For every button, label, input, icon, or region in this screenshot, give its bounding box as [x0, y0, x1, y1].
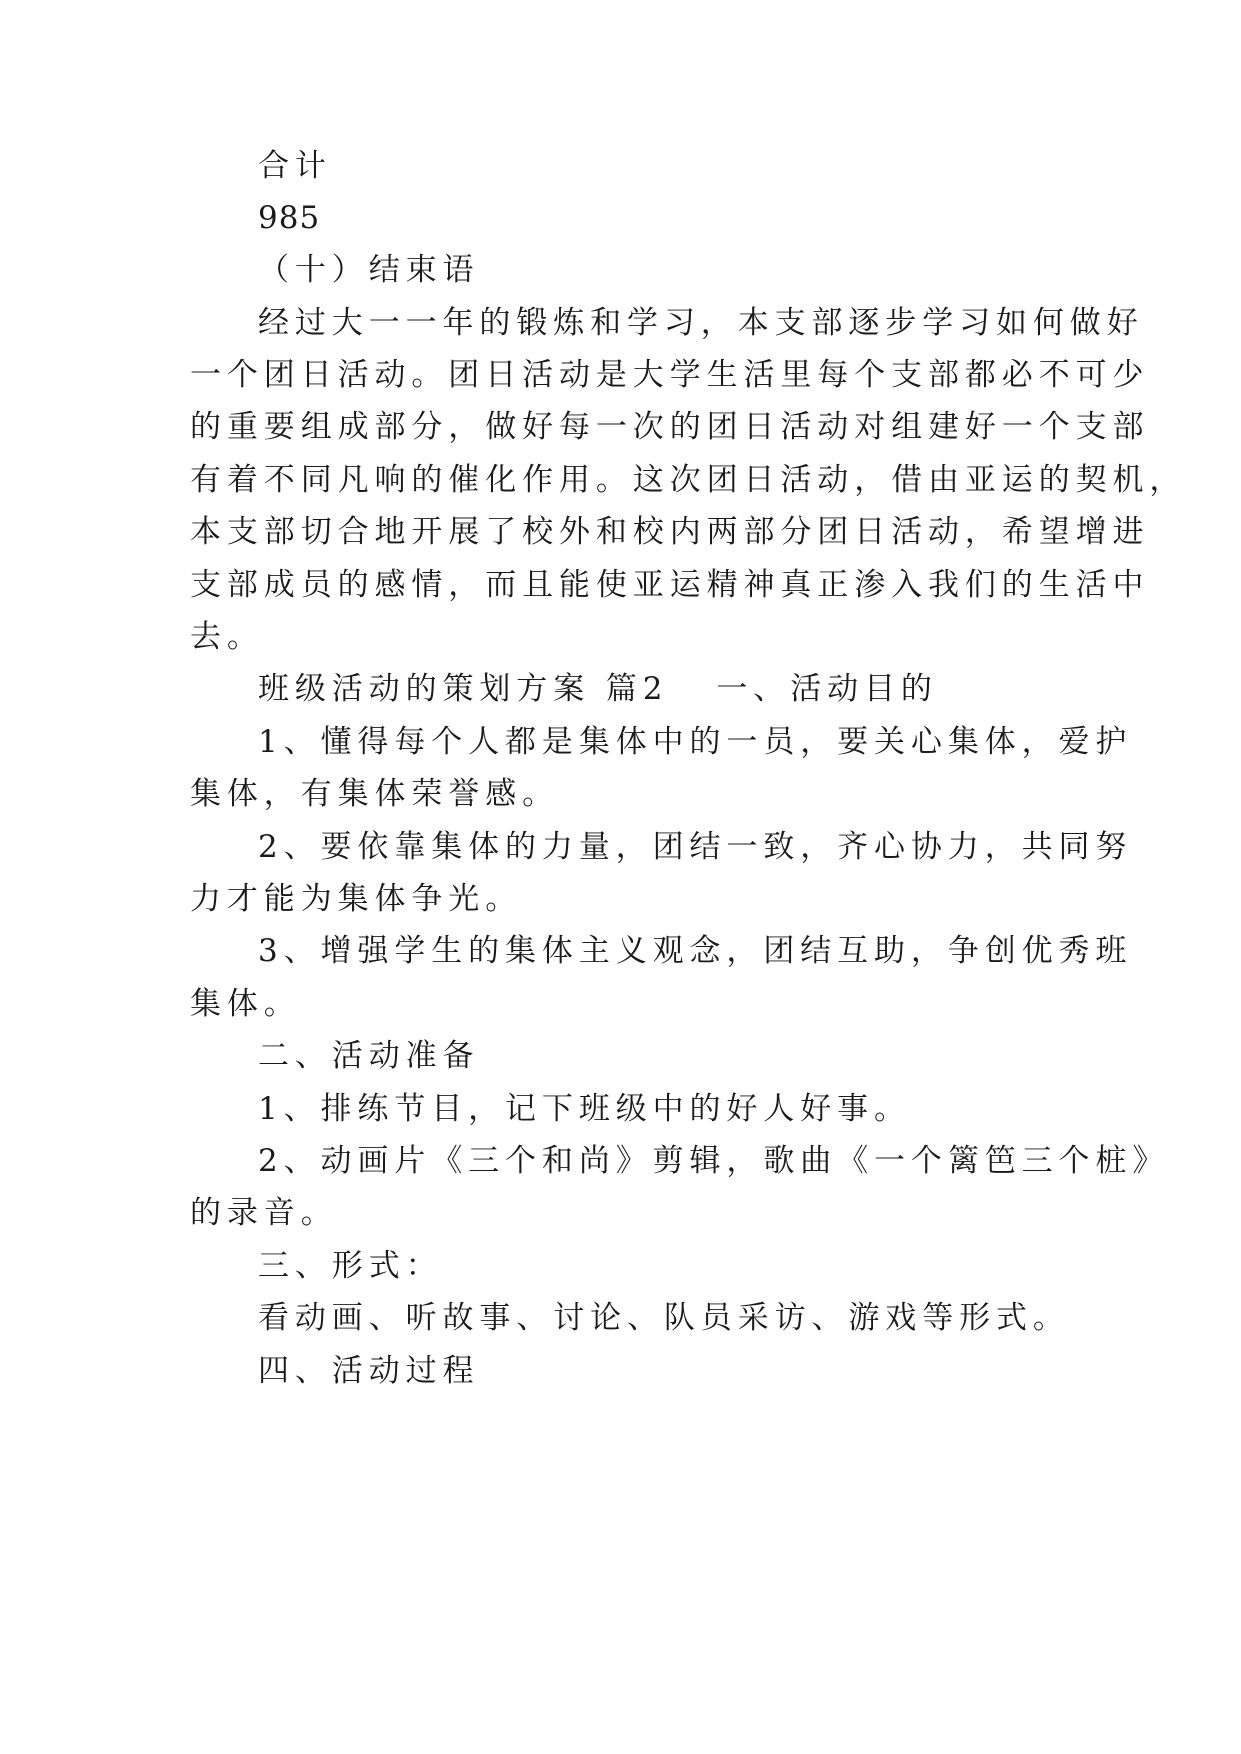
list-item: 2、动画片《三个和尚》剪辑，歌曲《一个篱笆三个桩》	[258, 1143, 1170, 1179]
list-item-continued: 的录音。	[190, 1195, 338, 1231]
section-heading-purpose: 一、活动目的	[716, 671, 938, 707]
list-item-continued: 集体。	[190, 986, 301, 1022]
list-item-continued: 集体，有集体荣誉感。	[190, 776, 559, 812]
total-value: 985	[258, 200, 321, 236]
article-title-line	[258, 669, 1070, 709]
section-heading-process: 四、活动过程	[258, 1353, 480, 1389]
list-item: 3、增强学生的集体主义观念，团结互助，争创优秀班	[258, 933, 1133, 969]
list-item: 2、要依靠集体的力量，团结一致，齐心协力，共同努	[258, 829, 1133, 865]
section-heading-format: 三、形式：	[258, 1248, 443, 1284]
article-title: 班级活动的策划方案 篇2	[258, 671, 669, 707]
paragraph-line: 本支部切合地开展了校外和校内两部分团日活动，希望增进	[190, 514, 1150, 550]
paragraph-line: 看动画、听故事、讨论、队员采访、游戏等形式。	[258, 1300, 1070, 1336]
paragraph-line: 一个团日活动。团日活动是大学生活里每个支部都必不可少	[190, 357, 1150, 393]
paragraph-line: 有着不同凡响的催化作用。这次团日活动，借由亚运的契机，	[190, 462, 1187, 498]
paragraph-line: 的重要组成部分，做好每一次的团日活动对组建好一个支部	[190, 409, 1150, 445]
paragraph-line: 经过大一一年的锻炼和学习，本支部逐步学习如何做好	[258, 305, 1144, 341]
paragraph-line: 支部成员的感情，而且能使亚运精神真正渗入我们的生活中	[190, 567, 1150, 603]
total-label: 合计	[258, 148, 332, 184]
list-item-continued: 力才能为集体争光。	[190, 881, 523, 917]
section-heading-conclusion: （十）结束语	[258, 252, 480, 288]
section-heading-preparation: 二、活动准备	[258, 1038, 480, 1074]
list-item: 1、懂得每个人都是集体中的一员，要关心集体，爱护	[258, 724, 1133, 760]
list-item: 1、排练节目，记下班级中的好人好事。	[258, 1091, 911, 1127]
paragraph-line: 去。	[190, 619, 264, 655]
